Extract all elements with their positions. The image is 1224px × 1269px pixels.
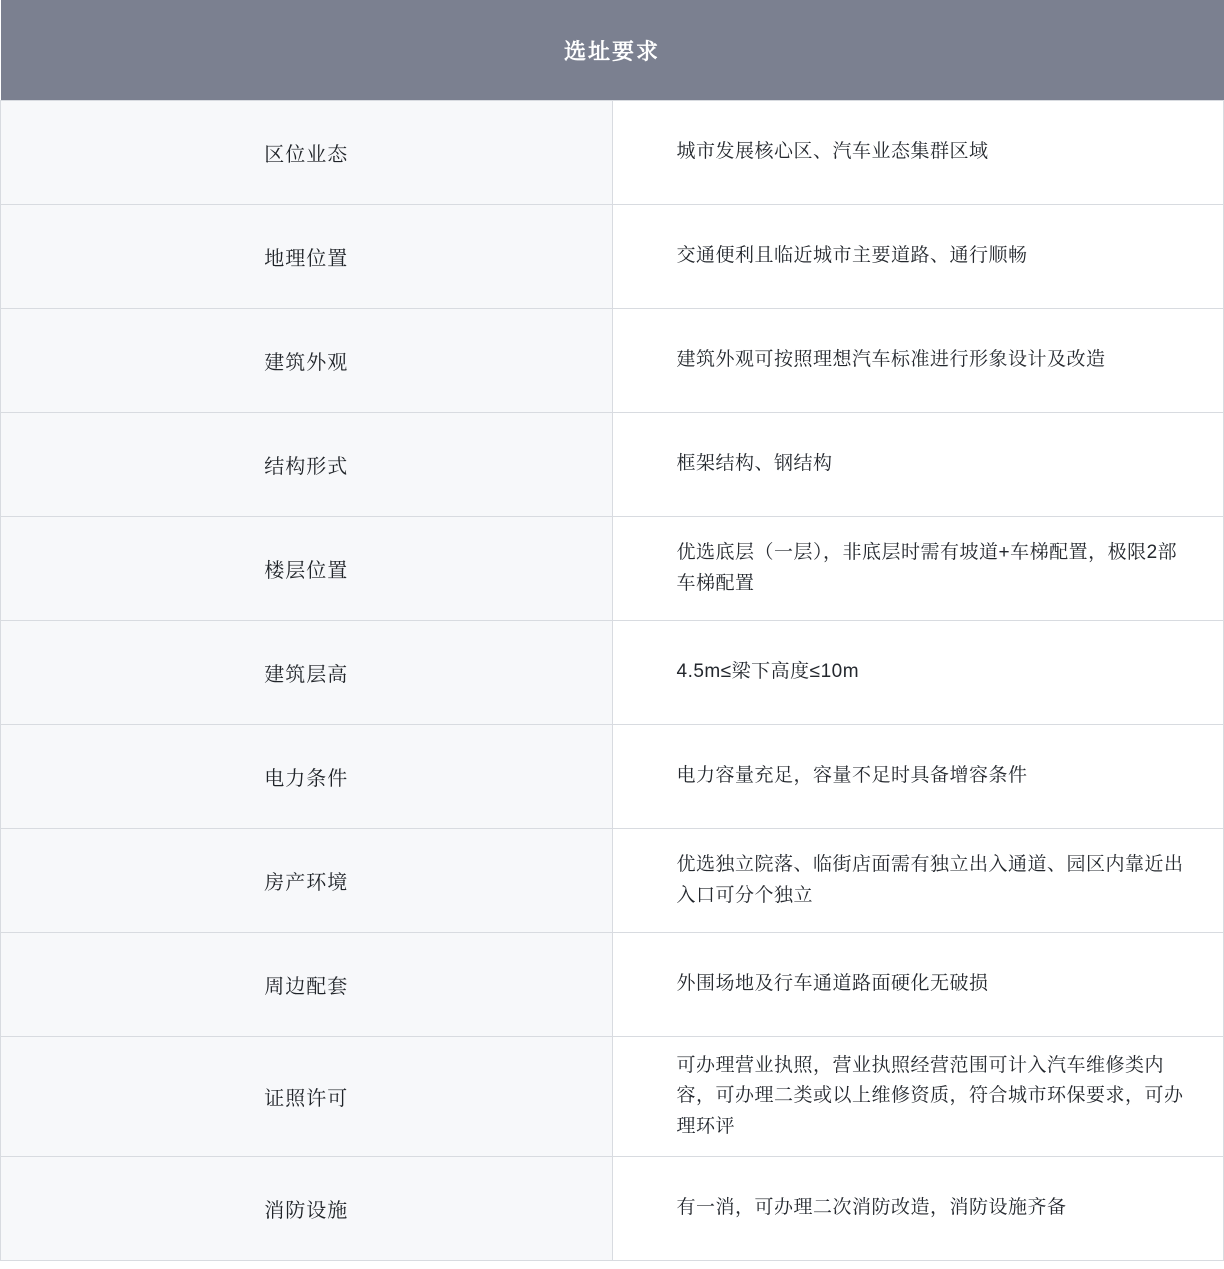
table-row — [1, 101, 1224, 205]
row-label: 结构形式 — [1, 413, 613, 517]
row-label: 楼层位置 — [1, 517, 613, 621]
row-label: 房产环境 — [1, 829, 613, 933]
table-header — [1, 0, 1224, 101]
row-label: 消防设施 — [1, 1157, 613, 1261]
table-row — [1, 829, 1224, 933]
table-row — [1, 309, 1224, 413]
row-value: 外围场地及行车通道路面硬化无破损 — [612, 933, 1224, 1037]
row-label: 地理位置 — [1, 205, 613, 309]
row-label: 周边配套 — [1, 933, 613, 1037]
table-row — [1, 517, 1224, 621]
table-row — [1, 1037, 1224, 1157]
row-label: 电力条件 — [1, 725, 613, 829]
row-value: 框架结构、钢结构 — [612, 413, 1224, 517]
table-row — [1, 933, 1224, 1037]
row-value: 城市发展核心区、汽车业态集群区域 — [612, 101, 1224, 205]
row-label: 证照许可 — [1, 1037, 613, 1157]
table-body — [1, 101, 1224, 1261]
row-label: 建筑外观 — [1, 309, 613, 413]
row-value: 交通便利且临近城市主要道路、通行顺畅 — [612, 205, 1224, 309]
row-value: 优选独立院落、临街店面需有独立出入通道、园区内靠近出入口可分个独立 — [612, 829, 1224, 933]
row-value: 建筑外观可按照理想汽车标准进行形象设计及改造 — [612, 309, 1224, 413]
row-value: 电力容量充足，容量不足时具备增容条件 — [612, 725, 1224, 829]
row-value: 4.5m≤梁下高度≤10m — [612, 621, 1224, 725]
row-value: 优选底层（一层），非底层时需有坡道+车梯配置，极限2部车梯配置 — [612, 517, 1224, 621]
table-row — [1, 1157, 1224, 1261]
row-value: 有一消，可办理二次消防改造，消防设施齐备 — [612, 1157, 1224, 1261]
table-title: 选址要求 — [1, 0, 1224, 101]
table-row — [1, 205, 1224, 309]
table-row — [1, 413, 1224, 517]
row-label: 区位业态 — [1, 101, 613, 205]
table-header-row — [1, 0, 1224, 101]
row-value: 可办理营业执照，营业执照经营范围可计入汽车维修类内容，可办理二类或以上维修资质，符合城市环保要求，可办理环评 — [612, 1037, 1224, 1157]
table-row — [1, 621, 1224, 725]
table-row — [1, 725, 1224, 829]
row-label: 建筑层高 — [1, 621, 613, 725]
